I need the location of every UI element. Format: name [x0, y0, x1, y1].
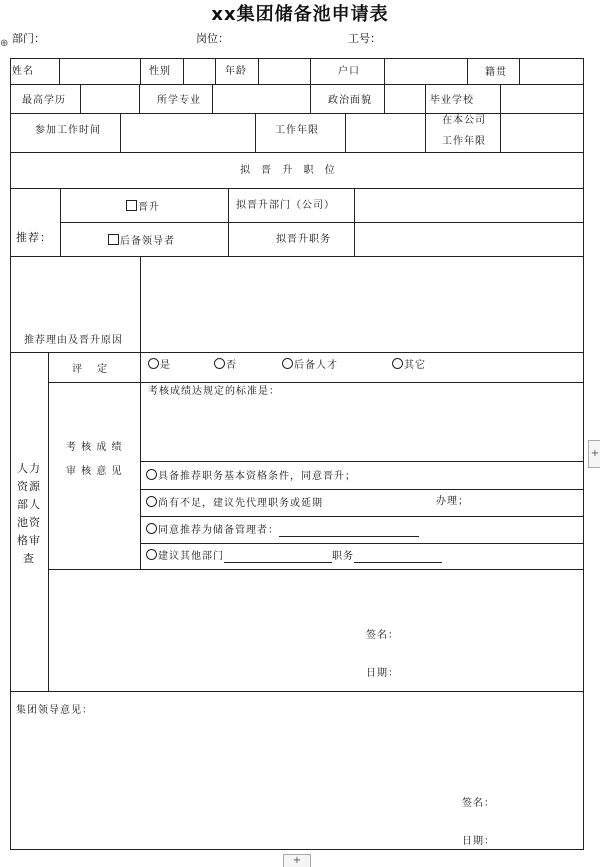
add-column-button[interactable]: + — [588, 440, 600, 468]
review-option-other-dept[interactable]: 建议其他部门 职务 — [146, 549, 442, 563]
company-years-label-2: 工作年限 — [442, 136, 486, 147]
reserve-leader-option[interactable]: 后备领导者 — [108, 234, 175, 248]
company-years-label-1: 在本公司 — [442, 115, 486, 126]
radio-icon[interactable] — [148, 358, 159, 369]
review-option-approve[interactable]: 具备推荐职务基本资格条件，同意晋升； — [146, 469, 356, 483]
gender-label: 性别 — [149, 66, 171, 77]
leader-sign-label: 签名： — [462, 798, 495, 809]
result-standard-text: 考核成绩达规定的标准是： — [148, 386, 280, 397]
reason-label: 推荐理由及晋升原因 — [24, 335, 123, 346]
work-years-label: 工作年限 — [275, 125, 319, 136]
promote-option[interactable]: 晋升 — [126, 200, 160, 214]
eval-option-other[interactable]: 其它 — [392, 358, 426, 372]
review-option-defer[interactable]: 尚有不足，建议先代理职务或延期 — [146, 496, 323, 510]
proposed-dept-label: 拟晋升部门（公司） — [236, 200, 335, 211]
work-start-label: 参加工作时间 — [35, 125, 101, 136]
radio-icon[interactable] — [146, 496, 157, 507]
checkbox-icon[interactable] — [126, 200, 137, 211]
education-label: 最高学历 — [22, 95, 66, 106]
review-option-reserve[interactable]: 同意推荐为储备管理者： — [146, 523, 419, 537]
page-title: xx集团储备池申请表 — [211, 4, 389, 25]
review-option-defer-suffix: 办理； — [436, 496, 469, 507]
hukou-label: 户口 — [338, 66, 360, 77]
radio-icon[interactable] — [214, 358, 225, 369]
leader-date-label: 日期： — [462, 836, 495, 847]
post-label: 岗位： — [196, 32, 229, 45]
proposed-job-label: 拟晋升职务 — [276, 234, 331, 245]
other-dept-blank[interactable] — [224, 552, 332, 563]
proposed-position-title: 拟 晋 升 职 位 — [240, 165, 339, 176]
eval-option-reserve[interactable]: 后备人才 — [282, 358, 338, 372]
checkbox-icon[interactable] — [108, 234, 119, 245]
hr-date-label: 日期： — [366, 668, 399, 679]
radio-icon[interactable] — [146, 469, 157, 480]
eval-option-no[interactable]: 否 — [214, 358, 237, 372]
review-opinion-label: 审 核 意 见 — [66, 466, 123, 477]
leader-opinion-label: 集团领导意见： — [16, 705, 93, 716]
radio-icon[interactable] — [146, 523, 157, 534]
evaluate-label: 评 定 — [72, 364, 114, 375]
add-row-button[interactable]: + — [283, 854, 311, 867]
political-status-label: 政治面貌 — [328, 95, 372, 106]
school-label: 毕业学校 — [430, 95, 474, 106]
reserve-name-blank[interactable] — [279, 526, 419, 537]
hr-review-vertical-label: 人力资源部人池资格审查 — [17, 462, 41, 565]
radio-icon[interactable] — [392, 358, 403, 369]
eval-option-yes[interactable]: 是 — [148, 358, 171, 372]
employee-id-label: 工号： — [348, 32, 381, 45]
other-job-blank[interactable] — [354, 552, 442, 563]
assessment-result-label: 考 核 成 绩 — [66, 442, 123, 453]
major-label: 所学专业 — [157, 95, 201, 106]
hr-sign-label: 签名： — [366, 630, 399, 641]
recommend-label: 推荐： — [16, 231, 52, 244]
radio-icon[interactable] — [282, 358, 293, 369]
move-handle-icon[interactable]: ⊕ — [0, 38, 9, 49]
native-place-label: 籍贯 — [485, 67, 507, 78]
name-label: 姓名 — [12, 66, 34, 77]
radio-icon[interactable] — [146, 549, 157, 560]
age-label: 年龄 — [225, 66, 247, 77]
dept-label: 部门： — [12, 32, 45, 45]
